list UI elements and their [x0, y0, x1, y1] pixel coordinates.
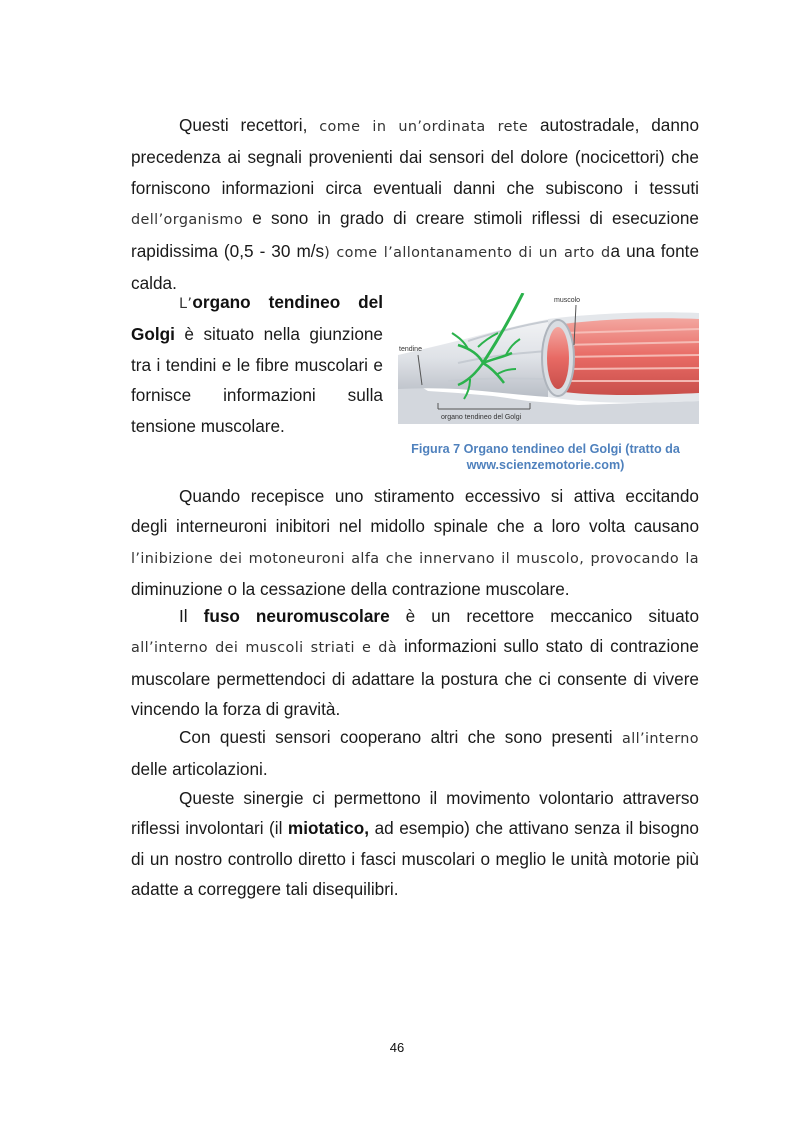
text-run: ) come l’allontanamento di un arto d: [324, 244, 611, 261]
text-run: è situato nella giunzione tra i tendini e le fibre muscolari e fornisce informazioni sulla tensione muscolare.: [131, 324, 383, 436]
paragraph-articolazioni: [131, 722, 699, 785]
caption-line: Figura 7 Organo tendineo del Golgi (tratto da: [411, 442, 680, 456]
figure-caption: [395, 442, 696, 473]
text-run: Questi recettori,: [179, 115, 320, 135]
text-run: all’interno: [622, 731, 699, 747]
bold-term: organo tendineo del Golgi: [131, 292, 383, 345]
text-run: e sono in grado di creare stimoli riflessi di esecuzione rapidissima (0,5 - 30 m/s: [131, 208, 699, 261]
text-run: delle articolazioni.: [131, 759, 268, 780]
label-organo-golgi: organo tendineo del Golgi: [441, 414, 522, 421]
text-run: diminuzione o la cessazione della contrazione muscolare.: [131, 579, 570, 600]
golgi-tendon-illustration: [398, 293, 699, 424]
golgi-tendon-figure: [398, 293, 699, 424]
caption-source: www.scienzemotorie.com): [466, 457, 625, 472]
text-run: come in un’ordinata rete: [319, 119, 529, 135]
text-run: L’: [179, 296, 193, 312]
label-muscolo: muscolo: [554, 297, 581, 304]
page-number: 46: [389, 1040, 405, 1055]
text-run: dell’organismo: [131, 212, 244, 229]
text-run: è un recettore meccanico situato: [389, 606, 700, 626]
text-run: informazioni sullo stato di contrazione muscolare permettendoci di adattare la postura che ci consente di vivere vincendo la forza di gravità.: [131, 636, 699, 720]
text-run: l’inibizione dei motoneuroni alfa che innervano il muscolo, provocando la: [131, 550, 699, 567]
paragraph-organo-golgi: [131, 287, 383, 441]
paragraph-fuso-neuromuscolare: [131, 601, 699, 725]
label-tendine: tendine: [399, 346, 422, 353]
paragraph-sinergie: [131, 783, 699, 905]
paragraph-stiramento: [131, 481, 699, 605]
text-run: a una fonte calda.: [131, 240, 699, 294]
text-run: Queste sinergie ci permettono il movimento volontario attraverso riflessi involontari (il: [131, 788, 699, 839]
bold-term: miotatico,: [287, 818, 370, 839]
text-run: ad esempio) che attivano senza il bisogno di un nostro controllo diretto i fasci muscolari o meglio le unità motorie più adatte a correggere tali disequilibri.: [131, 818, 699, 900]
text-run: autostradale, danno precedenza ai segnali provenienti dai sensori del dolore (nocicettori) che forniscono informazioni circa eventuali danni che subiscono i tessuti: [131, 115, 700, 198]
paragraph-recettori: [131, 110, 699, 298]
text-run: Con questi sensori cooperano altri che sono presenti: [179, 727, 622, 747]
text-run: all’interno dei muscoli striati e dà: [131, 640, 398, 657]
text-run: Il: [179, 606, 204, 626]
text-run: Quando recepisce uno stiramento eccessivo si attiva eccitando degli interneuroni inibitori nel midollo spinale che a loro volta causano: [131, 486, 699, 537]
bold-term: fuso neuromuscolare: [203, 606, 390, 626]
